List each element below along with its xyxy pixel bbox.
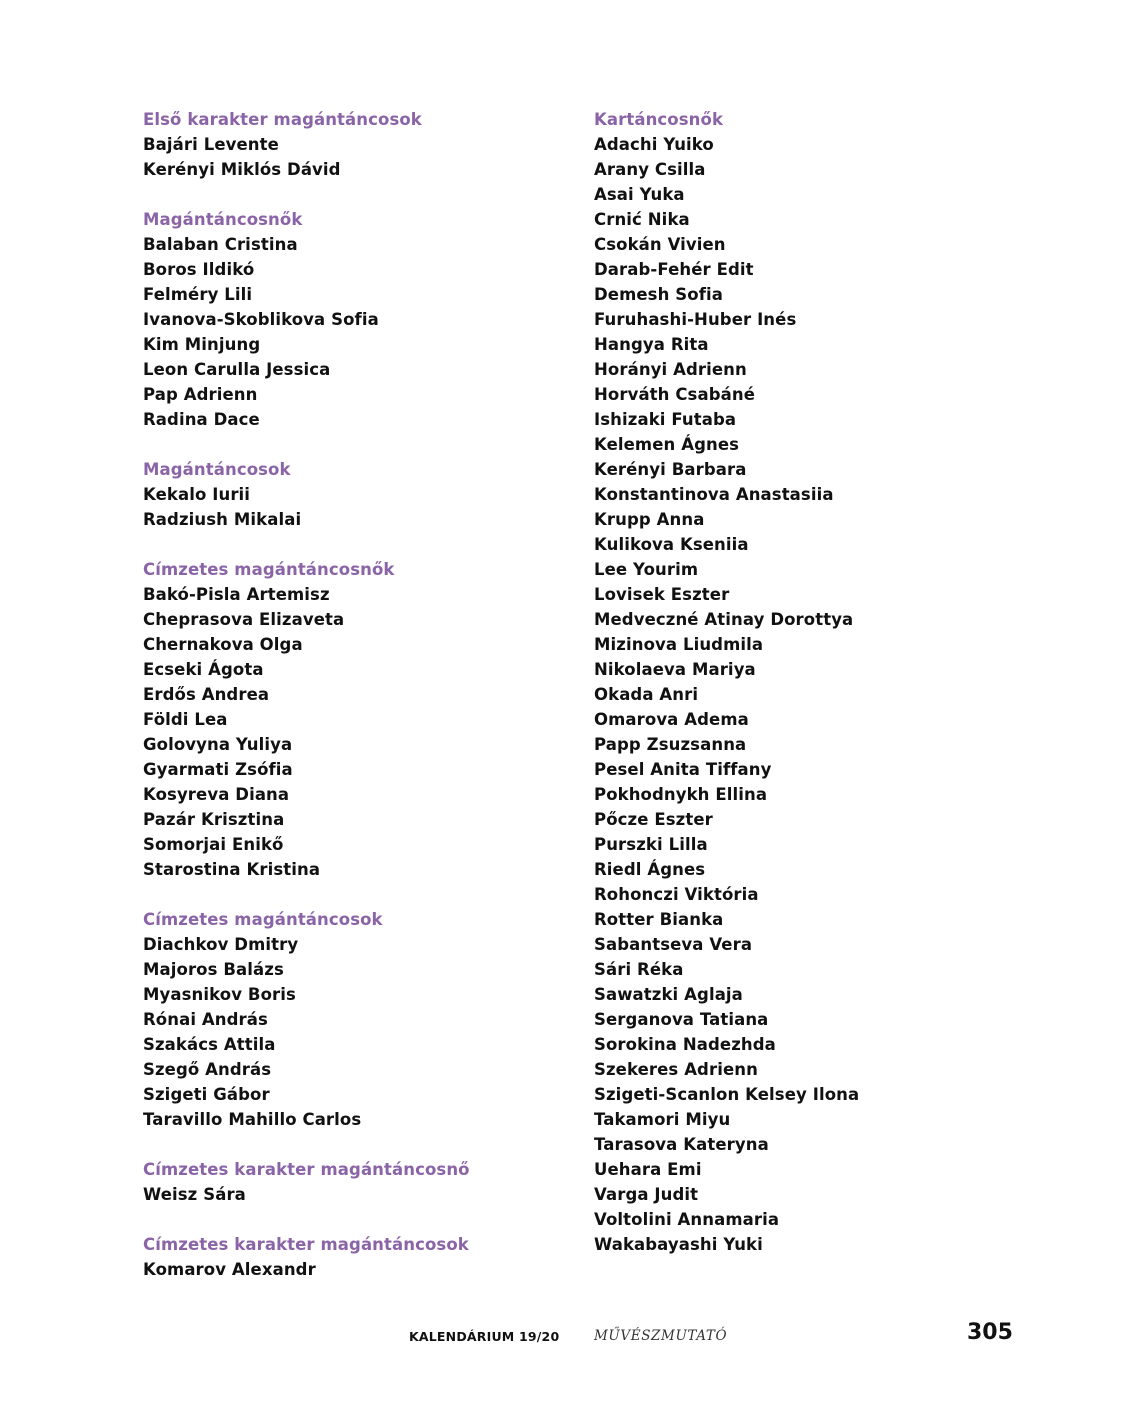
- dancer-name: Wakabayashi Yuki: [594, 1235, 763, 1254]
- dancer-name: Tarasova Kateryna: [594, 1135, 769, 1154]
- section-heading: Címzetes karakter magántáncosnő: [143, 1160, 470, 1179]
- dancer-name: Diachkov Dmitry: [143, 935, 299, 954]
- dancer-name: Radina Dace: [143, 410, 260, 429]
- dancer-name: Ecseki Ágota: [143, 660, 264, 679]
- dancer-name: Bajári Levente: [143, 135, 279, 154]
- dancer-name: Kim Minjung: [143, 335, 261, 354]
- dancer-name: Okada Anri: [594, 685, 699, 704]
- footer-publication-title: KALENDÁRIUM 19/20: [409, 1329, 560, 1344]
- dancer-name: Szegő András: [143, 1060, 272, 1079]
- dancer-name: Voltolini Annamaria: [594, 1210, 780, 1229]
- dancer-name: Crnić Nika: [594, 210, 690, 229]
- dancer-name: Sawatzki Aglaja: [594, 985, 743, 1004]
- roster-section: [143, 557, 563, 882]
- dancer-name: Uehara Emi: [594, 1160, 702, 1179]
- dancer-name: Szigeti-Scanlon Kelsey Ilona: [594, 1085, 860, 1104]
- dancer-name: Pőcze Eszter: [594, 810, 713, 829]
- dancer-name: Cheprasova Elizaveta: [143, 610, 345, 629]
- dancer-name: Nikolaeva Mariya: [594, 660, 756, 679]
- dancer-name: Bakó-Pisla Artemisz: [143, 585, 330, 604]
- dancer-name: Majoros Balázs: [143, 960, 284, 979]
- dancer-name: Kerényi Barbara: [594, 460, 747, 479]
- dancer-name: Horányi Adrienn: [594, 360, 747, 379]
- section-heading: Címzetes magántáncosnők: [143, 560, 395, 579]
- section-heading: Kartáncosnők: [594, 110, 724, 129]
- dancer-name: Rohonczi Viktória: [594, 885, 759, 904]
- dancer-name: Myasnikov Boris: [143, 985, 296, 1004]
- dancer-name: Szakács Attila: [143, 1035, 276, 1054]
- footer-section-title: MŰVÉSZMUTATÓ: [594, 1328, 728, 1344]
- roster-section: [143, 1157, 563, 1207]
- section-heading: Első karakter magántáncosok: [143, 110, 422, 129]
- dancer-name: Riedl Ágnes: [594, 860, 706, 879]
- roster-section: [143, 1232, 563, 1282]
- dancer-name: Pazár Krisztina: [143, 810, 285, 829]
- page-number: 305: [967, 1320, 1013, 1345]
- dancer-name: Sabantseva Vera: [594, 935, 753, 954]
- dancer-name: Sári Réka: [594, 960, 684, 979]
- dancer-name: Földi Lea: [143, 710, 228, 729]
- dancer-name: Erdős Andrea: [143, 685, 270, 704]
- dancer-name: Kosyreva Diana: [143, 785, 290, 804]
- dancer-name: Balaban Cristina: [143, 235, 298, 254]
- dancer-name: Weisz Sára: [143, 1185, 246, 1204]
- dancer-name: Omarova Adema: [594, 710, 749, 729]
- dancer-name: Pokhodnykh Ellina: [594, 785, 768, 804]
- dancer-name: Krupp Anna: [594, 510, 705, 529]
- dancer-name: Kelemen Ágnes: [594, 435, 740, 454]
- dancer-name: Golovyna Yuliya: [143, 735, 293, 754]
- section-heading: Címzetes karakter magántáncosok: [143, 1235, 469, 1254]
- dancer-name: Chernakova Olga: [143, 635, 303, 654]
- dancer-name: Serganova Tatiana: [594, 1010, 769, 1029]
- dancer-name: Mizinova Liudmila: [594, 635, 764, 654]
- dancer-name: Csokán Vivien: [594, 235, 726, 254]
- dancer-name: Szigeti Gábor: [143, 1085, 270, 1104]
- dancer-name: Gyarmati Zsófia: [143, 760, 293, 779]
- dancer-name: Medveczné Atinay Dorottya: [594, 610, 854, 629]
- dancer-name: Kekalo Iurii: [143, 485, 251, 504]
- dancer-name: Somorjai Enikő: [143, 835, 284, 854]
- dancer-name: Konstantinova Anastasiia: [594, 485, 834, 504]
- dancer-name: Arany Csilla: [594, 160, 706, 179]
- dancer-name: Komarov Alexandr: [143, 1260, 316, 1279]
- dancer-name: Asai Yuka: [594, 185, 685, 204]
- dancer-name: Lovisek Eszter: [594, 585, 730, 604]
- roster-section: [143, 107, 563, 182]
- roster-section: [594, 107, 1034, 1257]
- dancer-name: Szekeres Adrienn: [594, 1060, 758, 1079]
- dancer-name: Kulikova Kseniia: [594, 535, 749, 554]
- dancer-name: Taravillo Mahillo Carlos: [143, 1110, 362, 1129]
- dancer-name: Takamori Miyu: [594, 1110, 731, 1129]
- roster-section: [143, 457, 563, 532]
- section-heading: Magántáncosnők: [143, 210, 303, 229]
- dancer-name: Rónai András: [143, 1010, 268, 1029]
- dancer-name: Hangya Rita: [594, 335, 709, 354]
- dancer-name: Horváth Csabáné: [594, 385, 755, 404]
- dancer-name: Varga Judit: [594, 1185, 699, 1204]
- dancer-name: Lee Yourim: [594, 560, 699, 579]
- roster-section: [143, 907, 563, 1132]
- dancer-name: Leon Carulla Jessica: [143, 360, 331, 379]
- dancer-name: Pesel Anita Tiffany: [594, 760, 772, 779]
- left-column: [143, 107, 563, 1307]
- roster-section: [143, 207, 563, 432]
- dancer-name: Pap Adrienn: [143, 385, 258, 404]
- dancer-name: Furuhashi-Huber Inés: [594, 310, 797, 329]
- dancer-name: Adachi Yuiko: [594, 135, 714, 154]
- dancer-name: Ivanova-Skoblikova Sofia: [143, 310, 379, 329]
- dancer-name: Sorokina Nadezhda: [594, 1035, 776, 1054]
- dancer-name: Ishizaki Futaba: [594, 410, 737, 429]
- dancer-name: Papp Zsuzsanna: [594, 735, 747, 754]
- dancer-name: Starostina Kristina: [143, 860, 321, 879]
- dancer-name: Kerényi Miklós Dávid: [143, 160, 341, 179]
- dancer-name: Demesh Sofia: [594, 285, 723, 304]
- dancer-name: Radziush Mikalai: [143, 510, 302, 529]
- dancer-name: Rotter Bianka: [594, 910, 724, 929]
- dancer-name: Felméry Lili: [143, 285, 253, 304]
- right-column: [594, 107, 1034, 1282]
- section-heading: Címzetes magántáncosok: [143, 910, 383, 929]
- dancer-name: Darab-Fehér Edit: [594, 260, 754, 279]
- dancer-name: Purszki Lilla: [594, 835, 708, 854]
- section-heading: Magántáncosok: [143, 460, 291, 479]
- dancer-name: Boros Ildikó: [143, 260, 255, 279]
